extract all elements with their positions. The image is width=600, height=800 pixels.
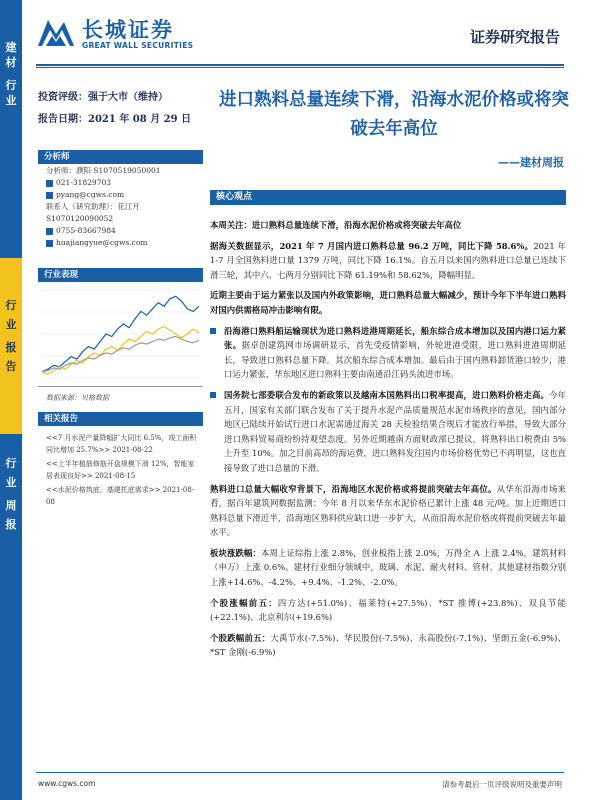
side-text: 行: [5, 79, 17, 92]
side-band-weekly: [0, 434, 22, 800]
data-source: 数据来源：贝格数据: [46, 394, 109, 402]
footer-url[interactable]: www.cgws.com: [38, 779, 96, 788]
contact-id-line: S1070120090052: [46, 214, 114, 223]
paragraph: [210, 482, 566, 540]
header-divider: [36, 67, 564, 68]
industry-performance-title: 行业表现: [38, 268, 203, 282]
report-subtitle: ——建材周报: [498, 156, 564, 169]
header-divider: [36, 64, 564, 66]
great-wall-logo-icon: [36, 16, 76, 50]
side-band-industry: [0, 0, 22, 258]
paragraph-text: 四方达(+51.0%)、福莱特(+27.5%)、*ST 推博(+23.8%)、双良节能(+22.1%)、北京利尔(+19.6%): [210, 597, 567, 623]
phone-line: [46, 225, 206, 237]
footer-divider: [36, 772, 564, 773]
phone-text: 0755-83667984: [56, 226, 116, 235]
analyst-section-title: 分析师: [38, 150, 203, 164]
paragraph-bold: 熟料进口总量大幅收窄背景下，沿海地区水泥价格或将提前突破去年高位。: [210, 483, 497, 494]
paragraph-text: 2021 年 1-7 月全国熟料进口量 1379 万吨，同比下降 16.1%。自五月以来国内熟料进口总量已连续下滑三轮，其中六、七两月分别同比下降 61.19%和 58.62%，降幅明显。: [210, 240, 566, 280]
bullet-square-icon: [210, 328, 216, 334]
paragraph: [210, 546, 566, 590]
paragraph-bold: 据海关数据显示，2021 年 7 月国内进口熟料总量 96.2 万吨，同比下降 58.6%。: [210, 240, 534, 251]
chart-series-line-1: [42, 327, 199, 375]
email-text[interactable]: pyang@cgws.com: [56, 190, 125, 199]
bullet-paragraph: [210, 324, 566, 382]
paragraph-text: 本周上证综指上涨 2.8%，创业板指上涨 2.0%，万得全 A 上涨 2.4%，建筑材料（申万）上涨 0.6%。建材行业细分领域中，玻璃、水泥、耐火材料、管材、其他建材指数分别上涨+14.6%、-4.2%、+9.4%、-1.2%、-2.0%。: [210, 547, 566, 588]
side-text: 建: [5, 41, 17, 54]
paragraph-bold: 个股涨幅前五：: [210, 597, 278, 608]
chart-series-line-2: [42, 337, 199, 372]
side-text: 行: [5, 299, 17, 312]
logo-text-en: GREAT WALL SECURITIES: [82, 41, 194, 50]
company-logo: [36, 12, 216, 56]
related-reports-title: 相关报告: [38, 412, 203, 426]
side-band: [0, 0, 22, 800]
side-text: 报: [5, 518, 17, 531]
paragraph: [210, 288, 566, 317]
paragraph: [210, 239, 566, 283]
email-line[interactable]: [46, 189, 206, 201]
email-line[interactable]: [46, 237, 206, 249]
paragraph-text: 据卓创建筑网市场调研显示，首先受疫情影响，外轮进港受限，进口熟料进港周期延长，导致进口熟料总量下降。其次船东综合成本增加。最后由于国内熟料卸货港口较少，港口运力紧张，华东地区进口熟料主要由南通沿江码头流进市场。: [224, 340, 567, 380]
phone-icon: [46, 228, 53, 235]
paragraph-text: 今年五月，国家有关部门联合发布了关于提升水泥产品质量规范水泥市场秩序的意见，国内部分地区已陆续开始试行进口水泥需通过海关 28 天检验结果合规后才能放行举措，导致大部分进口熟料贸易商纷纷持观望态度。另外近期越南方面财政部已提议，将熟料出口税费由 5%上升至 10%。加之目前高昂的海运费，进口熟料发往国内市场价格优势已不再明显，这也直接导致了进口总量的下滑。: [224, 389, 567, 473]
focus-paragraph: [210, 218, 566, 233]
side-text: 业: [5, 318, 17, 331]
analyst-line: 分析师：濮阳 S1070519050001: [46, 166, 161, 175]
industry-performance-chart: [38, 282, 203, 387]
related-report-item[interactable]: <<上半年植筋修筋开盘规模下滑 12%，智能家居表现良好>> 2021-08-15: [46, 460, 195, 480]
email-icon: [46, 240, 53, 247]
email-text[interactable]: huajiangyue@cgws.com: [56, 238, 148, 247]
contact-line: 联系人（研究助理）：花江月: [46, 202, 140, 211]
line-chart: [38, 282, 203, 386]
analyst-info: [46, 165, 206, 249]
side-text: 业: [5, 476, 17, 489]
investment-rating: 投资评级：强于大市（维持）: [38, 92, 168, 103]
side-text: 行: [5, 457, 17, 470]
side-band-report: [0, 258, 22, 434]
phone-icon: [46, 180, 53, 187]
paragraph-bold: 国务院七部委联合发布的新政策以及越南本国熟料出口税率提高，进口熟料价格走高。: [224, 389, 550, 400]
phone-line: [46, 177, 206, 189]
paragraph: [210, 596, 566, 625]
report-title: 进口熟料总量连续下滑，沿海水泥价格或将突破去年高位: [219, 90, 569, 139]
side-text: 业: [5, 94, 17, 107]
phone-text: 021-31829703: [56, 178, 112, 187]
paragraph-bold: 个股跌幅前五：: [210, 632, 271, 643]
side-text: 告: [5, 360, 17, 373]
report-date: 报告日期：2021 年 08 月 29 日: [38, 114, 192, 125]
paragraph-bold: 近期主要由于运力紧张以及国内外政策影响，进口熟料总量大幅减少，预计今年下半年进口熟料对国内供需格局冲击影响有限。: [210, 290, 566, 315]
footer-disclaimer: 请参考最后一页评级说明及重要声明: [442, 780, 562, 789]
logo-text-cn: 长城证券: [82, 18, 174, 42]
report-type: 证券研究报告: [469, 28, 560, 46]
paragraph-text: 从华东沿海市场来看，据百年建筑网数据监测：今年 8 月以来华东水泥价格已累计上涨 48 元/吨。加上近期进口熟料总量下滑近半，沿海地区熟料供应缺口进一步扩大，从而沿海水泥价格或将提前突破去年最水平。: [210, 483, 567, 538]
bullet-paragraph: [210, 388, 566, 476]
focus-text: 本周关注：进口熟料总量连续下滑，沿海水泥价格或将突破去年高位: [210, 220, 462, 230]
side-text: 周: [5, 499, 17, 512]
bullet-square-icon: [210, 392, 216, 398]
side-text: 材: [5, 56, 17, 69]
paragraph-text: 大禹节水(-7.5%)、华民股份(-7.5%)、永高股份(-7.1%)、坚朗五金(-6.9%)、*ST 金刚(-6.9%): [210, 632, 566, 658]
paragraph: [210, 631, 566, 660]
side-text: 报: [5, 341, 17, 354]
paragraph-bold: 板块涨跌幅：: [210, 547, 261, 558]
related-reports-list: [46, 432, 201, 510]
email-icon: [46, 192, 53, 199]
related-report-item[interactable]: <<7 月水泥产量降幅扩大同比 6.5%，竣工面积同比增加 25.7%>> 2021-08-22: [46, 434, 197, 454]
paragraph-bold: 沿海港口熟料船运输现状为进口熟料进港周期延长，船东综合成本增加以及国内港口运力紧张。: [224, 325, 566, 351]
core-views-title: 核心观点: [210, 190, 566, 205]
related-report-item[interactable]: <<水泥价格筑底，基建托底需求>> 2021-08-08: [46, 486, 195, 506]
report-body: [210, 218, 566, 666]
